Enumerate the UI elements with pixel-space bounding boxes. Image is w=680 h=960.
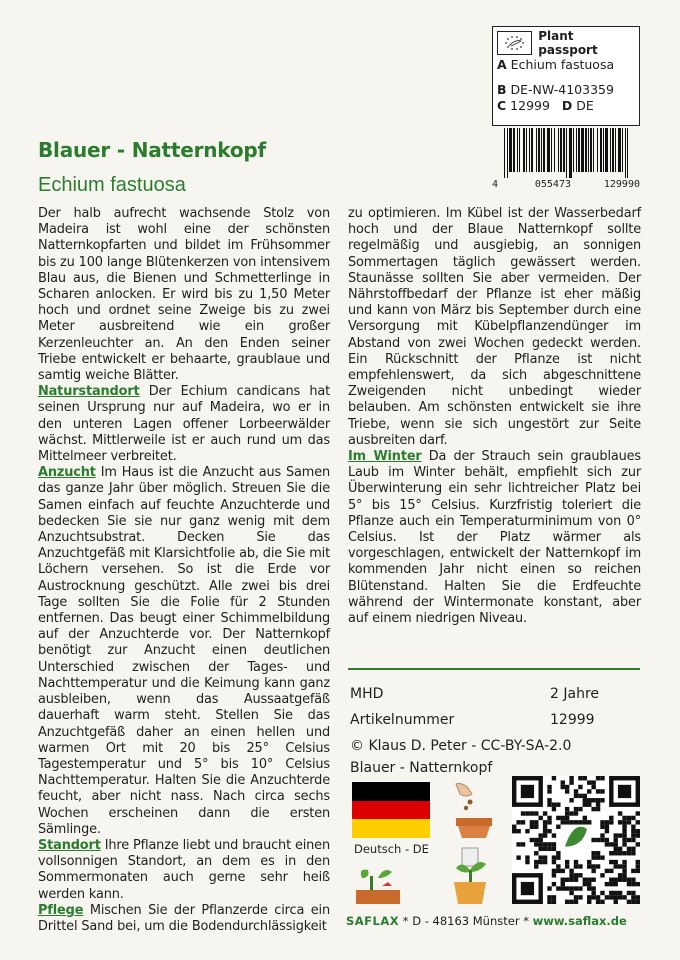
mhd-value: 2 Jahre <box>550 686 599 702</box>
product-title: Blauer - Natternkopf <box>38 138 267 162</box>
info-divider <box>348 668 640 670</box>
brand-name: SAFLAX <box>346 914 400 928</box>
sowing-seeds-icon <box>446 780 500 840</box>
article-number-value: 12999 <box>550 712 595 728</box>
qr-code[interactable] <box>512 776 640 904</box>
text-column-right <box>348 206 641 627</box>
copyright-text: © Klaus D. Peter - CC-BY-SA-2.0 <box>350 738 572 754</box>
standort-paragraph: Standort Ihre Pflanze liebt und braucht einen vollsonnigen Standort, an dem es in den Sommermonaten auch gerne sehr heiß werden kann. <box>38 837 330 902</box>
plant-passport <box>492 26 640 126</box>
website-link[interactable]: www.saflax.de <box>532 914 627 928</box>
passport-line-b: B DE-NW-4103359 <box>497 82 614 97</box>
anzucht-paragraph: Anzucht Im Haus ist die Anzucht aus Samen das ganze Jahr über möglich. Streuen Sie die Samen einfach auf feuchte Anzuchterde und bedecken Sie sie nur ganz wenig mit dem Anzuchtsubstrat. Decken Sie das Anzuchtgefäß mit Klarsichtfolie ab, die Sie mit Löchern versehen. So ist die Erde vor Austrocknung geschützt. Alle zwei bis drei Tage sollten Sie die Folie für 2 Stunden entfernen. Das beugt einer Schimmelbildung auf der Anzuchterde vor. Der Natternkopf benötigt zur Anzucht einen deutlichen Unterschied zwischen der Tages- und Nachttemperatur und die Keimung kann ganz ausbleiben, wenn das Aussaatgefäß dauerhaft warm steht. Stellen Sie das Anzuchtgefäß daher an einen hellen und warmen Ort mit 20 bis 25° Celsius Tagestemperatur und 5° bis 10° Celsius Nachttemperatur. Halten Sie die Anzuchterde feucht, aber nicht nass. Nach circa sechs Wochen erscheinen dann die ersten Sämlinge. <box>38 465 330 837</box>
latin-name: Echium fastuosa <box>38 174 186 196</box>
eu-organic-leaf-icon <box>497 31 532 55</box>
mhd-label: MHD <box>350 686 384 702</box>
passport-line-a: A Echium fastuosa <box>497 57 615 72</box>
pflege-continued-paragraph: zu optimieren. Im Kübel ist der Wasserbedarf hoch und der Blaue Natternkopf sollte regelmäßig und ausgiebig, an sonnigen Sommertagen täglich gewässert werden. Staunässe sollten Sie aber vermeiden. Der Nährstoffbedarf der Pflanze ist eher mäßig und kann von März bis September durch eine Versorgung mit Kübelpflanzendünger im Abstand von zwei Wochen gedeckt werden. Ein Rückschnitt der Pflanze ist nicht empfehlenswert, da sich abgeschnittene Zweigenden nicht unbedingt wieder belauben. Am schönsten entwickelt sie ihre Triebe, wenn sie sich ungestört zur Seite ausbreiten darf. <box>348 206 641 448</box>
barcode-group-1: 055473 <box>534 179 571 190</box>
barcode-digit-first: 4 <box>492 179 499 190</box>
winter-paragraph: Im Winter Da der Strauch sein graublaues Laub im Winter behält, empfiehlt sich zur Überwinterung ein sehr lichtreicher Platz bei 5° bis 15° Celsius. Kurzfristig toleriert die Pflanze auch ein Temperaturminimum von 0° Celsius. Ist der Platz wärmer als vorgeschlagen, entwickelt der Natternkopf im kommenden Jahr nicht einen so reichen Blütenstand. Halten Sie die Erdfeuchte während der Wintermonate konstant, aber auf einem niedrigen Niveau. <box>348 449 641 627</box>
german-flag-icon <box>352 782 430 838</box>
intro-paragraph: Der halb aufrecht wachsende Stolz von Madeira ist wohl eine der schönsten Natternkopfarten und bildet im Frühsommer bis zu 100 lange Blütenkerzen von intensivem Blau aus, die Bienen und Schmetterlinge in Scharen anlocken. Er wird bis zu 1,50 Meter hoch und ordnet seine Zweige bis zu zwei Meter ausbreitend wie ein großer Kerzenleuchter an. An den Enden seiner Triebe entwickelt er behaarte, graublaue und samtig weiche Blätter. <box>38 206 330 384</box>
standort-label: Standort <box>38 837 101 853</box>
address: * D - 48163 Münster * <box>399 914 533 928</box>
language-label: Deutsch - DE <box>354 842 429 856</box>
ean-barcode <box>492 128 640 196</box>
seedling-pot-icon <box>444 846 494 906</box>
passport-title: Plant passport <box>538 29 598 57</box>
pflege-paragraph: Pflege Mischen Sie der Pflanzerde circa ein Drittel Sand bei, um die Bodendurchlässigkeit <box>38 902 330 934</box>
text-column-left <box>38 206 330 935</box>
article-number-label: Artikelnummer <box>350 712 455 728</box>
barcode-group-2: 129990 <box>603 179 640 190</box>
product-name-small: Blauer - Natternkopf <box>350 760 493 776</box>
winter-label: Im Winter <box>348 449 422 465</box>
anzucht-label: Anzucht <box>38 465 96 481</box>
pflege-label: Pflege <box>38 902 84 918</box>
passport-line-cd: C 12999 D DE <box>497 98 594 113</box>
planting-pot-icon <box>352 860 404 908</box>
naturstandort-label: Naturstandort <box>38 384 140 400</box>
naturstandort-paragraph: Naturstandort Der Echium candicans hat seinen Ursprung nur auf Madeira, wo er in den unteren Lagen offener Lorbeerwälder wächst. Mittlerweile ist er auch rund um das Mittelmeer verbreitet. <box>38 384 330 465</box>
footer <box>346 914 627 928</box>
